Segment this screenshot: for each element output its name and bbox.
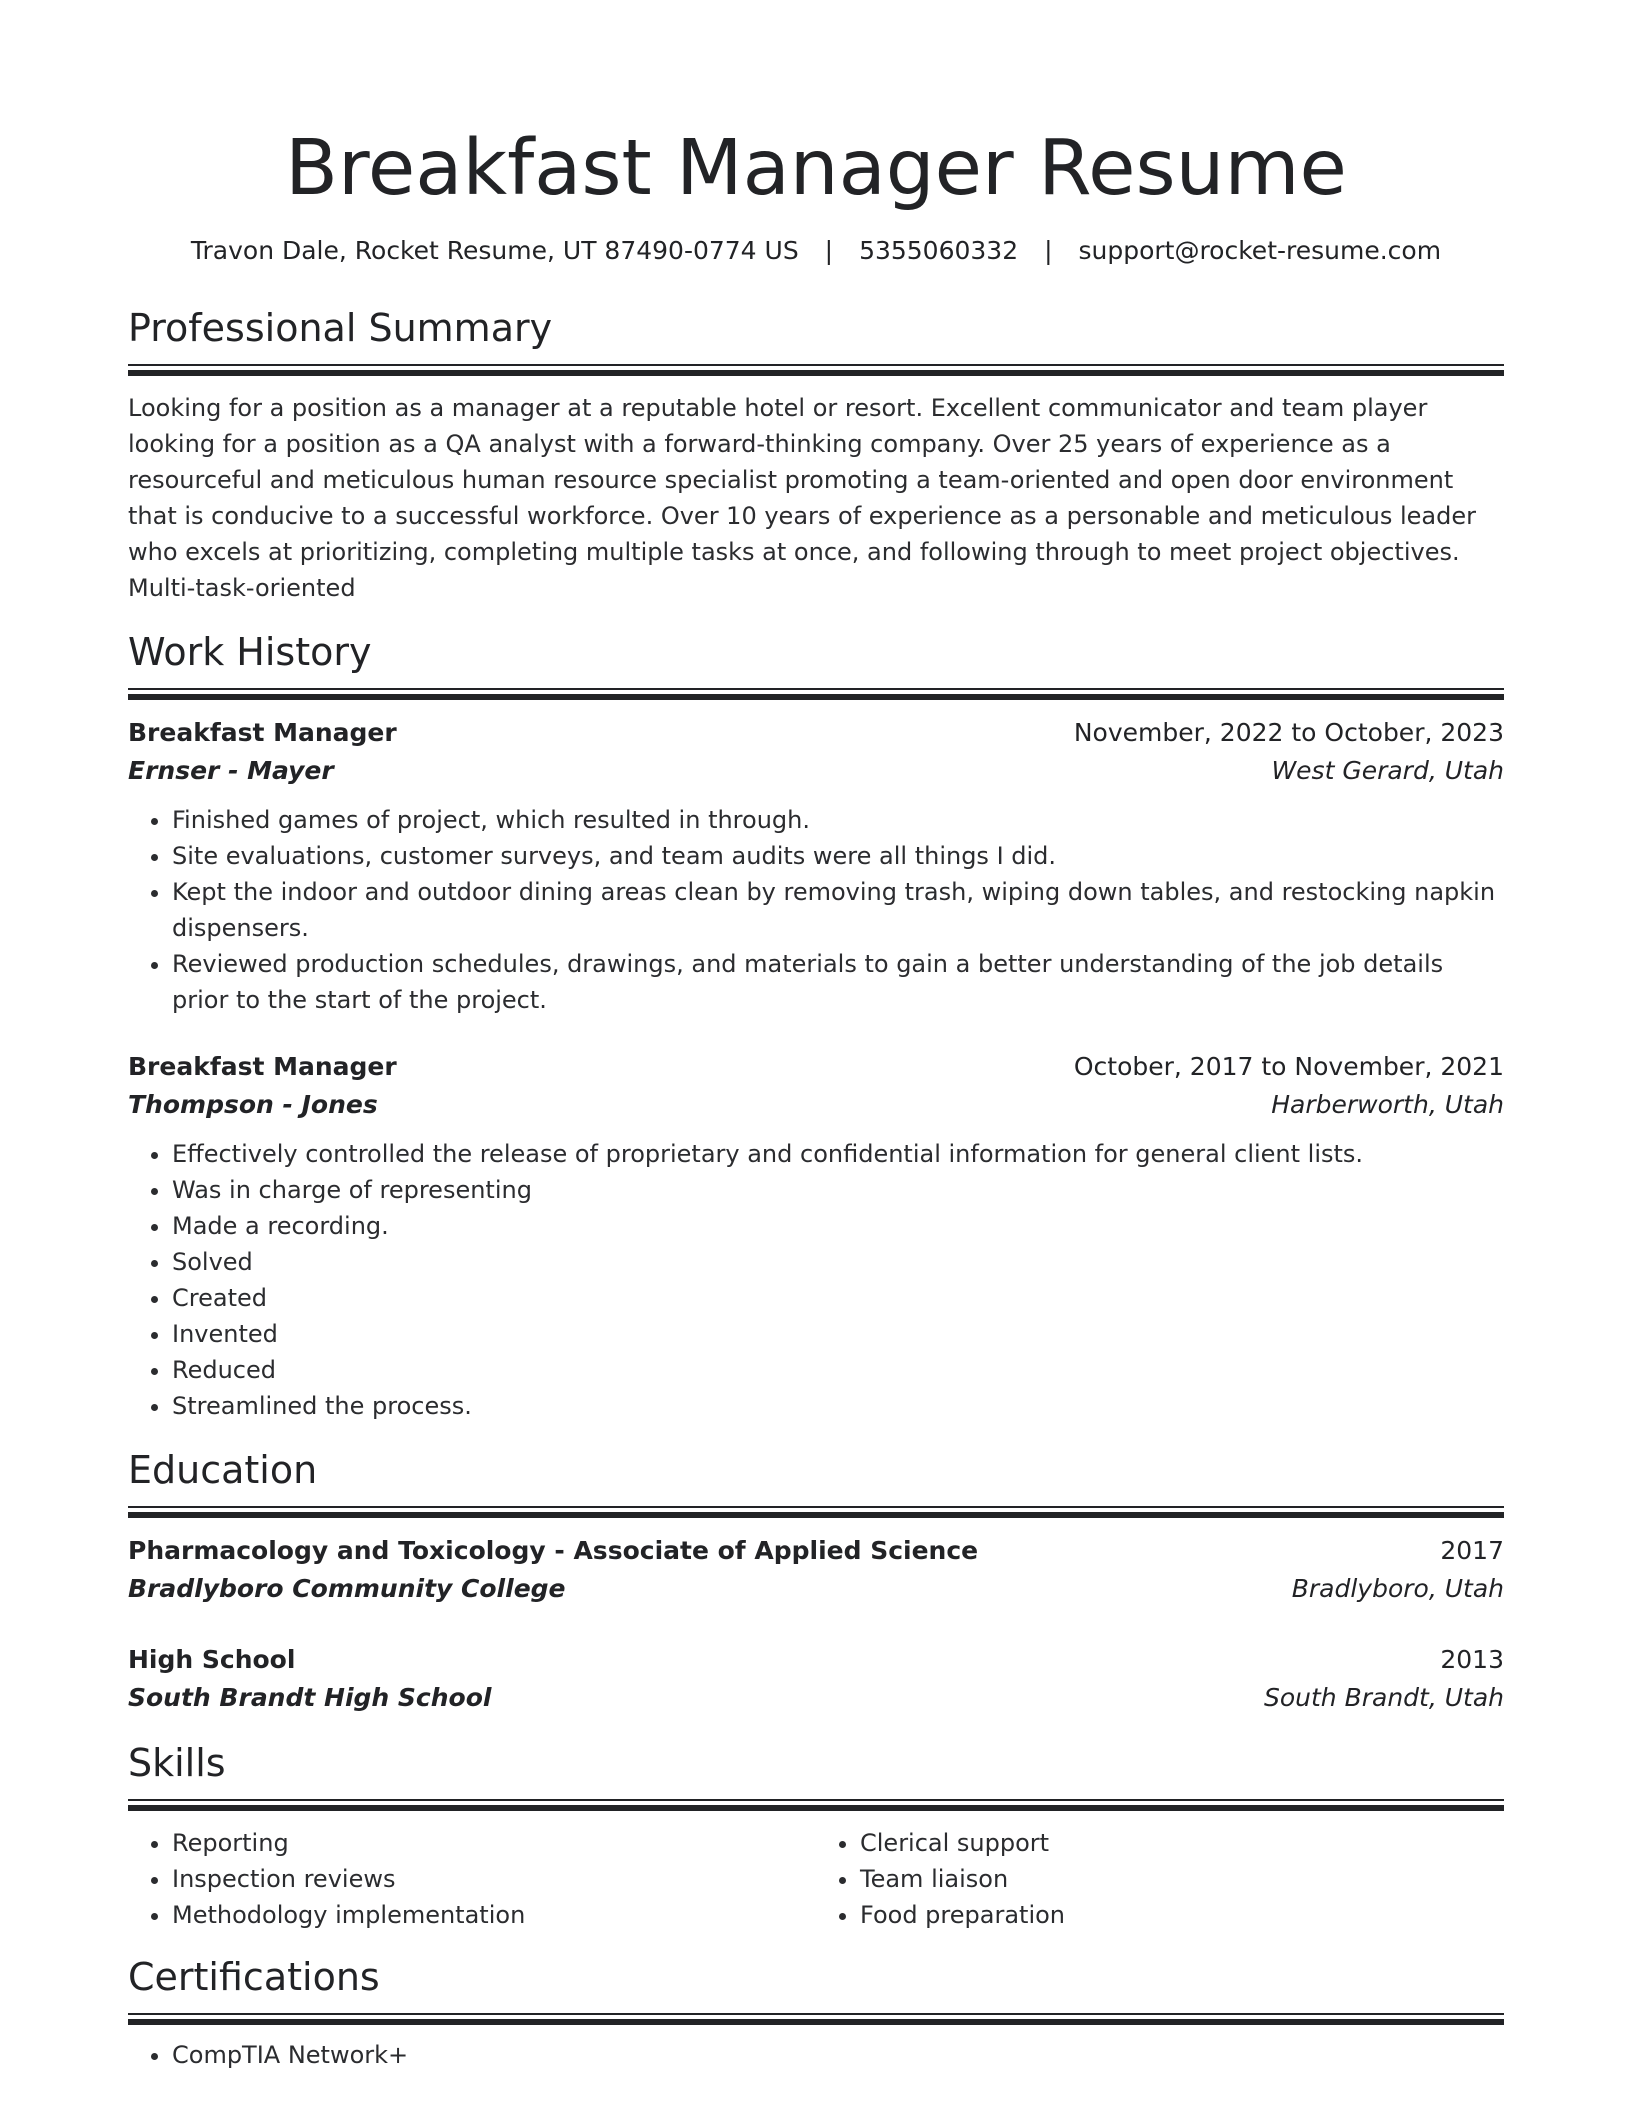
list-item: • Inspection reviews: [172, 1861, 816, 1897]
contact-address: Travon Dale, Rocket Resume, UT 87490-0774 US: [190, 236, 799, 265]
summary-text: Looking for a position as a manager at a reputable hotel or resort. Excellent communicator and team player looking for a position as a QA analyst with a forward-thinking company. Over 25 years of experience as a resourceful and meticulous human resource specialist promoting a team-oriented and open door environment that is conducive to a successful workforce. Over 10 years of experience as a personable and meticulous leader who excels at prioritizing, completing multiple tasks at once, and following through to meet project objectives. Multi-task-oriented: [128, 394, 1476, 602]
list-item: • Effectively controlled the release of proprietary and confidential information for general client lists.: [172, 1136, 1504, 1172]
education-degree: Pharmacology and Toxicology - Associate of Applied Science: [128, 1536, 979, 1565]
education-school: South Brandt High School: [128, 1683, 492, 1712]
contact-phone: 5355060332: [859, 236, 1019, 265]
section-heading-summary: Professional Summary: [128, 306, 553, 350]
job-bullet-list: [128, 1136, 1504, 1424]
job-title: Breakfast Manager: [128, 1052, 397, 1081]
skills-column-right: [816, 1825, 1504, 1933]
section-heading-work-history: Work History: [128, 630, 372, 674]
list-item: • Streamlined the process.: [172, 1388, 1504, 1424]
education-school: Bradlyboro Community College: [128, 1574, 566, 1603]
job-location: West Gerard, Utah: [1271, 756, 1504, 785]
job-location: Harberworth, Utah: [1271, 1090, 1504, 1119]
job-entry: [128, 714, 1504, 1018]
job-dates: October, 2017 to November, 2021: [1073, 1052, 1504, 1081]
skills-column-left: [128, 1825, 816, 1933]
job-subheader: [128, 752, 1504, 790]
list-item: • Was in charge of representing: [172, 1172, 1504, 1208]
education-location: Bradlyboro, Utah: [1291, 1574, 1504, 1603]
list-item: • Solved: [172, 1244, 1504, 1280]
section-divider: [128, 688, 1504, 700]
list-item: • Reporting: [172, 1825, 816, 1861]
job-header: [128, 714, 1504, 752]
education-entry: [128, 1532, 1504, 1608]
section-heading-education: Education: [128, 1448, 318, 1492]
skills-list: [128, 1825, 816, 1933]
section-divider: [128, 364, 1504, 376]
education-header: [128, 1532, 1504, 1570]
job-dates: November, 2022 to October, 2023: [1073, 718, 1504, 747]
section-heading-certifications: Certifications: [128, 1955, 380, 1999]
contact-separator: |: [1044, 236, 1053, 265]
list-item: • Methodology implementation: [172, 1897, 816, 1933]
list-item: • Site evaluations, customer surveys, and team audits were all things I did.: [172, 838, 1504, 874]
summary-section: [128, 304, 1504, 606]
job-entry: [128, 1048, 1504, 1424]
education-year: 2013: [1440, 1645, 1504, 1674]
list-item: • Made a recording.: [172, 1208, 1504, 1244]
education-subheader: [128, 1570, 1504, 1608]
list-item: • Reduced: [172, 1352, 1504, 1388]
education-degree: High School: [128, 1645, 296, 1674]
job-subheader: [128, 1086, 1504, 1124]
education-entry: [128, 1641, 1504, 1717]
list-item: • Food preparation: [860, 1897, 1504, 1933]
education-subheader: [128, 1679, 1504, 1717]
contact-separator: |: [824, 236, 834, 265]
resume-title: Breakfast Manager Resume: [285, 124, 1347, 213]
job-bullet-list: [128, 802, 1504, 1018]
education-header: [128, 1641, 1504, 1679]
contact-line: [128, 234, 1504, 268]
work-history-section: [128, 628, 1504, 1424]
list-item: • CompTIA Network+: [172, 2037, 1504, 2073]
job-employer: Thompson - Jones: [128, 1090, 378, 1119]
section-heading-skills: Skills: [128, 1741, 226, 1785]
education-year: 2017: [1440, 1536, 1504, 1565]
section-divider: [128, 1799, 1504, 1811]
education-location: South Brandt, Utah: [1263, 1683, 1504, 1712]
education-section: [128, 1446, 1504, 1717]
job-employer: Ernser - Mayer: [128, 756, 334, 785]
skills-grid: [128, 1825, 1504, 1933]
certifications-list: [128, 2037, 1504, 2073]
list-item: • Reviewed production schedules, drawings, and materials to gain a better understanding of the job details prior to the start of the project.: [172, 946, 1504, 1018]
certifications-section: [128, 1953, 1504, 2073]
list-item: • Kept the indoor and outdoor dining areas clean by removing trash, wiping down tables, and restocking napkin dispensers.: [172, 874, 1504, 946]
job-title: Breakfast Manager: [128, 718, 397, 747]
skills-list: [816, 1825, 1504, 1933]
section-divider: [128, 2013, 1504, 2025]
job-header: [128, 1048, 1504, 1086]
list-item: • Invented: [172, 1316, 1504, 1352]
list-item: • Finished games of project, which resulted in through.: [172, 802, 1504, 838]
list-item: • Team liaison: [860, 1861, 1504, 1897]
contact-email: support@rocket-resume.com: [1078, 236, 1442, 265]
skills-section: [128, 1739, 1504, 1933]
list-item: • Clerical support: [860, 1825, 1504, 1861]
section-divider: [128, 1506, 1504, 1518]
list-item: • Created: [172, 1280, 1504, 1316]
